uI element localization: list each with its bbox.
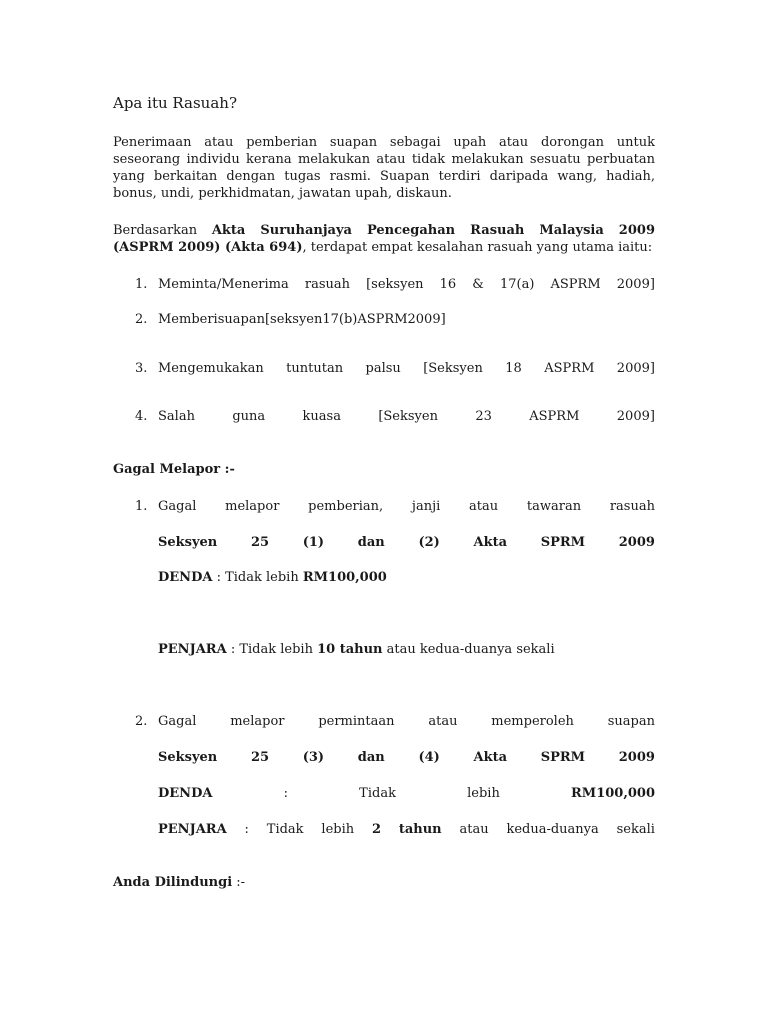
word: : <box>283 786 288 801</box>
word: ASPRM <box>550 277 601 292</box>
document-page <box>113 0 655 1024</box>
word: sekali <box>616 822 655 837</box>
word: lebih <box>467 786 500 801</box>
word: Akta <box>473 535 508 550</box>
offence-number: 2. <box>135 312 148 327</box>
word: kuasa <box>302 409 341 424</box>
fail-item-description <box>158 713 655 730</box>
word: Meminta/Menerima <box>158 277 289 292</box>
word: tawaran <box>526 499 582 514</box>
fail-item-fine <box>158 785 655 802</box>
word: lebih <box>321 822 355 837</box>
word: 25 <box>250 750 270 765</box>
word: atau <box>459 822 489 837</box>
offence-number: 4. <box>135 409 148 424</box>
word: Seksyen <box>158 535 218 550</box>
fail-heading: Gagal Melapor :- <box>113 462 235 477</box>
fail-item-jail <box>158 641 655 658</box>
word: & <box>472 277 484 292</box>
fail-item-section <box>158 749 655 766</box>
word: rasuah <box>304 277 350 292</box>
word: 18 <box>505 361 522 376</box>
word: (1) <box>302 535 325 550</box>
page-title: Apa itu Rasuah? <box>113 94 237 112</box>
fine-label: DENDA <box>158 570 213 585</box>
word: SPRM <box>540 750 586 765</box>
word: PENJARA <box>158 822 227 837</box>
offence-item-2 <box>158 311 655 328</box>
word: 2009] <box>616 361 655 376</box>
offence-item-3 <box>158 360 655 377</box>
protected-heading-rest: :- <box>232 875 246 890</box>
fine-value: RM100,000 <box>302 570 387 585</box>
word: permintaan <box>318 714 395 729</box>
word: guna <box>232 409 266 424</box>
word: memperoleh <box>491 714 574 729</box>
word: Akta <box>473 750 508 765</box>
fail-item-jail <box>158 821 655 838</box>
jail-label: PENJARA <box>158 642 227 657</box>
word: janji <box>411 499 441 514</box>
word: [Seksyen <box>423 361 483 376</box>
word: Tidak <box>266 822 304 837</box>
word: 2 <box>371 822 381 837</box>
word: (4) <box>418 750 440 765</box>
word: palsu <box>365 361 401 376</box>
word: melapor <box>225 499 280 514</box>
word: 25 <box>250 535 270 550</box>
word: Tidak <box>359 786 396 801</box>
basis-paragraph <box>113 222 655 256</box>
word: dan <box>357 535 385 550</box>
word: DENDA <box>158 786 213 801</box>
word: ASPRM <box>544 361 595 376</box>
word: : <box>244 822 249 837</box>
word: rasuah <box>609 499 655 514</box>
word: Gagal <box>158 499 197 514</box>
protected-heading-bold: Anda Dilindungi <box>113 875 233 890</box>
word: Gagal <box>158 714 197 729</box>
word: 2009 <box>618 535 655 550</box>
intro-paragraph: Penerimaan atau pemberian suapan sebagai upah atau dorongan untuk seseorang individu kerana melakukan atau tidak melakukan sesuatu perbuatan yang berkaitan dengan tugas rasmi. Suapan terdiri daripada wang, hadiah, bonus, undi, perkhidmatan, jawatan upah, diskaun. <box>113 135 655 201</box>
word: Salah <box>158 409 195 424</box>
fail-item-section <box>158 534 655 551</box>
word: 16 <box>439 277 457 292</box>
word: Seksyen <box>158 750 218 765</box>
offence-item-4 <box>158 408 655 425</box>
jail-text: : Tidak lebih <box>226 642 318 657</box>
offence-number: 3. <box>135 361 148 376</box>
word: [seksyen <box>366 277 424 292</box>
word: (2) <box>418 535 440 550</box>
word: 17(a) <box>499 277 535 292</box>
basis-act-name: Akta Suruhanjaya Pencegahan Rasuah Malaysia 2009 (ASPRM 2009) (Akta 694) <box>113 223 655 255</box>
fail-item-number: 2. <box>135 714 148 729</box>
word: ASPRM <box>529 409 580 424</box>
offence-item-1 <box>158 276 655 293</box>
word: 23 <box>475 409 492 424</box>
word: kedua-duanya <box>506 822 599 837</box>
word: pemberian, <box>308 499 384 514</box>
basis-suffix: , terdapat empat kesalahan rasuah yang utama iaitu: <box>302 240 653 255</box>
basis-prefix: Berdasarkan <box>113 223 212 238</box>
jail-value: 10 tahun <box>317 642 383 657</box>
word: suapan <box>607 714 655 729</box>
word: 2009] <box>616 277 655 292</box>
word: [Seksyen <box>378 409 438 424</box>
fine-text: : Tidak lebih <box>212 570 303 585</box>
word: 2009 <box>618 750 655 765</box>
word: Mengemukakan <box>158 361 264 376</box>
word: dan <box>357 750 385 765</box>
word: melapor <box>230 714 285 729</box>
word: RM100,000 <box>571 786 655 801</box>
fail-item-description <box>158 498 655 515</box>
fail-item-fine <box>158 569 655 586</box>
word: tuntutan <box>286 361 344 376</box>
word: tahun <box>398 822 442 837</box>
protected-heading <box>113 875 655 890</box>
word: 2009] <box>616 409 655 424</box>
fail-item-number: 1. <box>135 499 148 514</box>
word: atau <box>428 714 458 729</box>
word: atau <box>469 499 499 514</box>
jail-suffix: atau kedua-duanya sekali <box>382 642 555 657</box>
word: (3) <box>302 750 325 765</box>
offence-number: 1. <box>135 277 148 292</box>
word: Memberisuapan[seksyen17(b)ASPRM2009] <box>158 312 446 327</box>
word: SPRM <box>540 535 586 550</box>
